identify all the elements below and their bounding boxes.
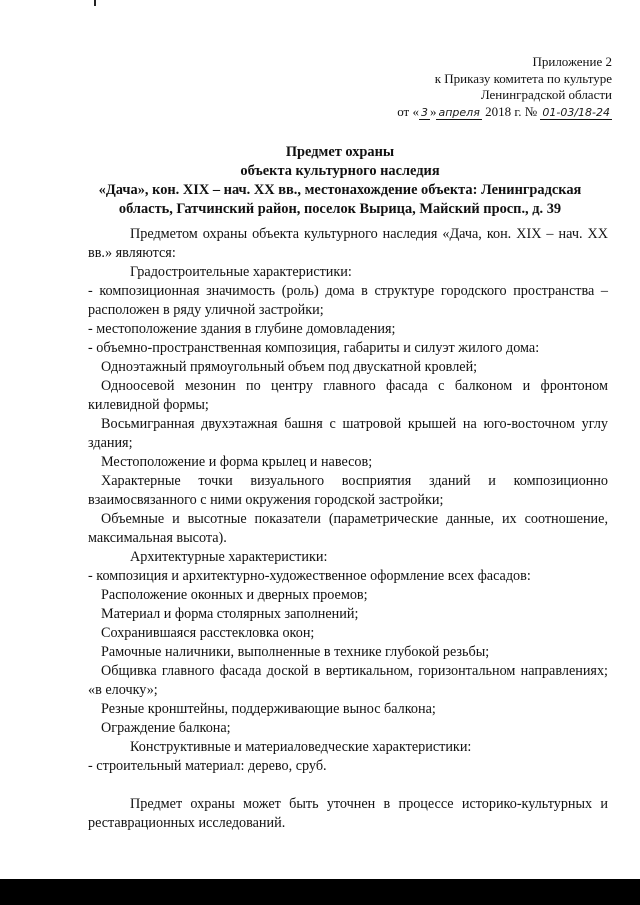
list-item: Общивка главного фасада доской в вертикальном, горизонтальном направлениях; «в елочку»; bbox=[88, 663, 608, 698]
document-title bbox=[80, 143, 600, 219]
paragraph-closing: Предмет охраны может быть уточнен в процессе историко-культурных и реставрационных исследований. bbox=[88, 796, 608, 831]
list-item: Характерные точки визуального восприятия зданий и композиционно взаимосвязанного с ними окружения городской застройки; bbox=[88, 473, 608, 508]
list-item: - строительный материал: дерево, сруб. bbox=[88, 758, 327, 774]
title-line-3: «Дача», кон. XIX – нач. XX вв., местонахождение объекта: Ленинградская bbox=[98, 182, 582, 198]
section-heading-architecture: Архитектурные характеристики: bbox=[130, 549, 328, 565]
list-item: Рамочные наличники, выполненные в технике глубокой резьбы; bbox=[101, 644, 490, 660]
list-item: Местоположение и форма крылец и навесов; bbox=[101, 454, 373, 470]
appendix-order-ref: к Приказу комитета по культуре bbox=[434, 70, 612, 86]
appendix-region: Ленинградской области bbox=[480, 87, 612, 102]
paragraph-spacer bbox=[88, 776, 608, 795]
handwritten-number: 01-03/18-24 bbox=[542, 105, 610, 119]
list-item: - композиционная значимость (роль) дома в структуре городского пространства – расположен в ряду уличной застройки; bbox=[88, 283, 608, 318]
list-item: - композиция и архитектурно-художественное оформление всех фасадов: bbox=[88, 568, 531, 584]
appendix-number: Приложение 2 bbox=[532, 54, 612, 69]
handwritten-day: 3 bbox=[420, 105, 428, 119]
scan-bottom-band bbox=[0, 879, 640, 905]
scan-edge-mark bbox=[94, 0, 96, 6]
title-line-2: объекта культурного наследия bbox=[240, 163, 440, 179]
list-item: Расположение оконных и дверных проемов; bbox=[101, 587, 368, 603]
list-item: Восьмигранная двухэтажная башня с шатровой крышей на юго-восточном углу здания; bbox=[88, 416, 608, 451]
list-item: Одноэтажный прямоугольный объем под двускатной кровлей; bbox=[101, 359, 478, 375]
list-item: - объемно-пространственная композиция, габариты и силуэт жилого дома: bbox=[88, 340, 540, 356]
handwritten-month: апреля bbox=[438, 105, 480, 119]
date-year: 2018 г. № bbox=[481, 103, 541, 119]
list-item: Объемные и высотные показатели (параметрические данные, их соотношение, максимальная высота). bbox=[88, 511, 608, 546]
title-line-4: область, Гатчинский район, поселок Вырица, Майский просп., д. 39 bbox=[118, 201, 562, 217]
document-body bbox=[88, 225, 608, 833]
section-heading-construction: Конструктивные и материаловедческие характеристики: bbox=[130, 739, 472, 755]
list-item: Сохранившаяся расстекловка окон; bbox=[101, 625, 315, 641]
list-item: Одноосевой мезонин по центру главного фасада с балконом и фронтоном килевидной формы; bbox=[88, 378, 608, 413]
section-heading-urban: Градостроительные характеристики: bbox=[130, 264, 352, 280]
date-mid: » bbox=[429, 103, 437, 119]
appendix-date-line bbox=[352, 104, 612, 122]
appendix-header bbox=[352, 54, 612, 121]
list-item: Резные кронштейны, поддерживающие вынос балкона; bbox=[101, 701, 436, 717]
list-item: - местоположение здания в глубине домовладения; bbox=[88, 321, 396, 337]
title-line-1: Предмет охраны bbox=[285, 144, 395, 160]
date-prefix: от « bbox=[397, 103, 419, 119]
list-item: Ограждение балкона; bbox=[101, 720, 231, 736]
paragraph-intro: Предметом охраны объекта культурного наследия «Дача, кон. XIX – нач. XX вв.» являются: bbox=[88, 226, 608, 261]
list-item: Материал и форма столярных заполнений; bbox=[101, 606, 359, 622]
